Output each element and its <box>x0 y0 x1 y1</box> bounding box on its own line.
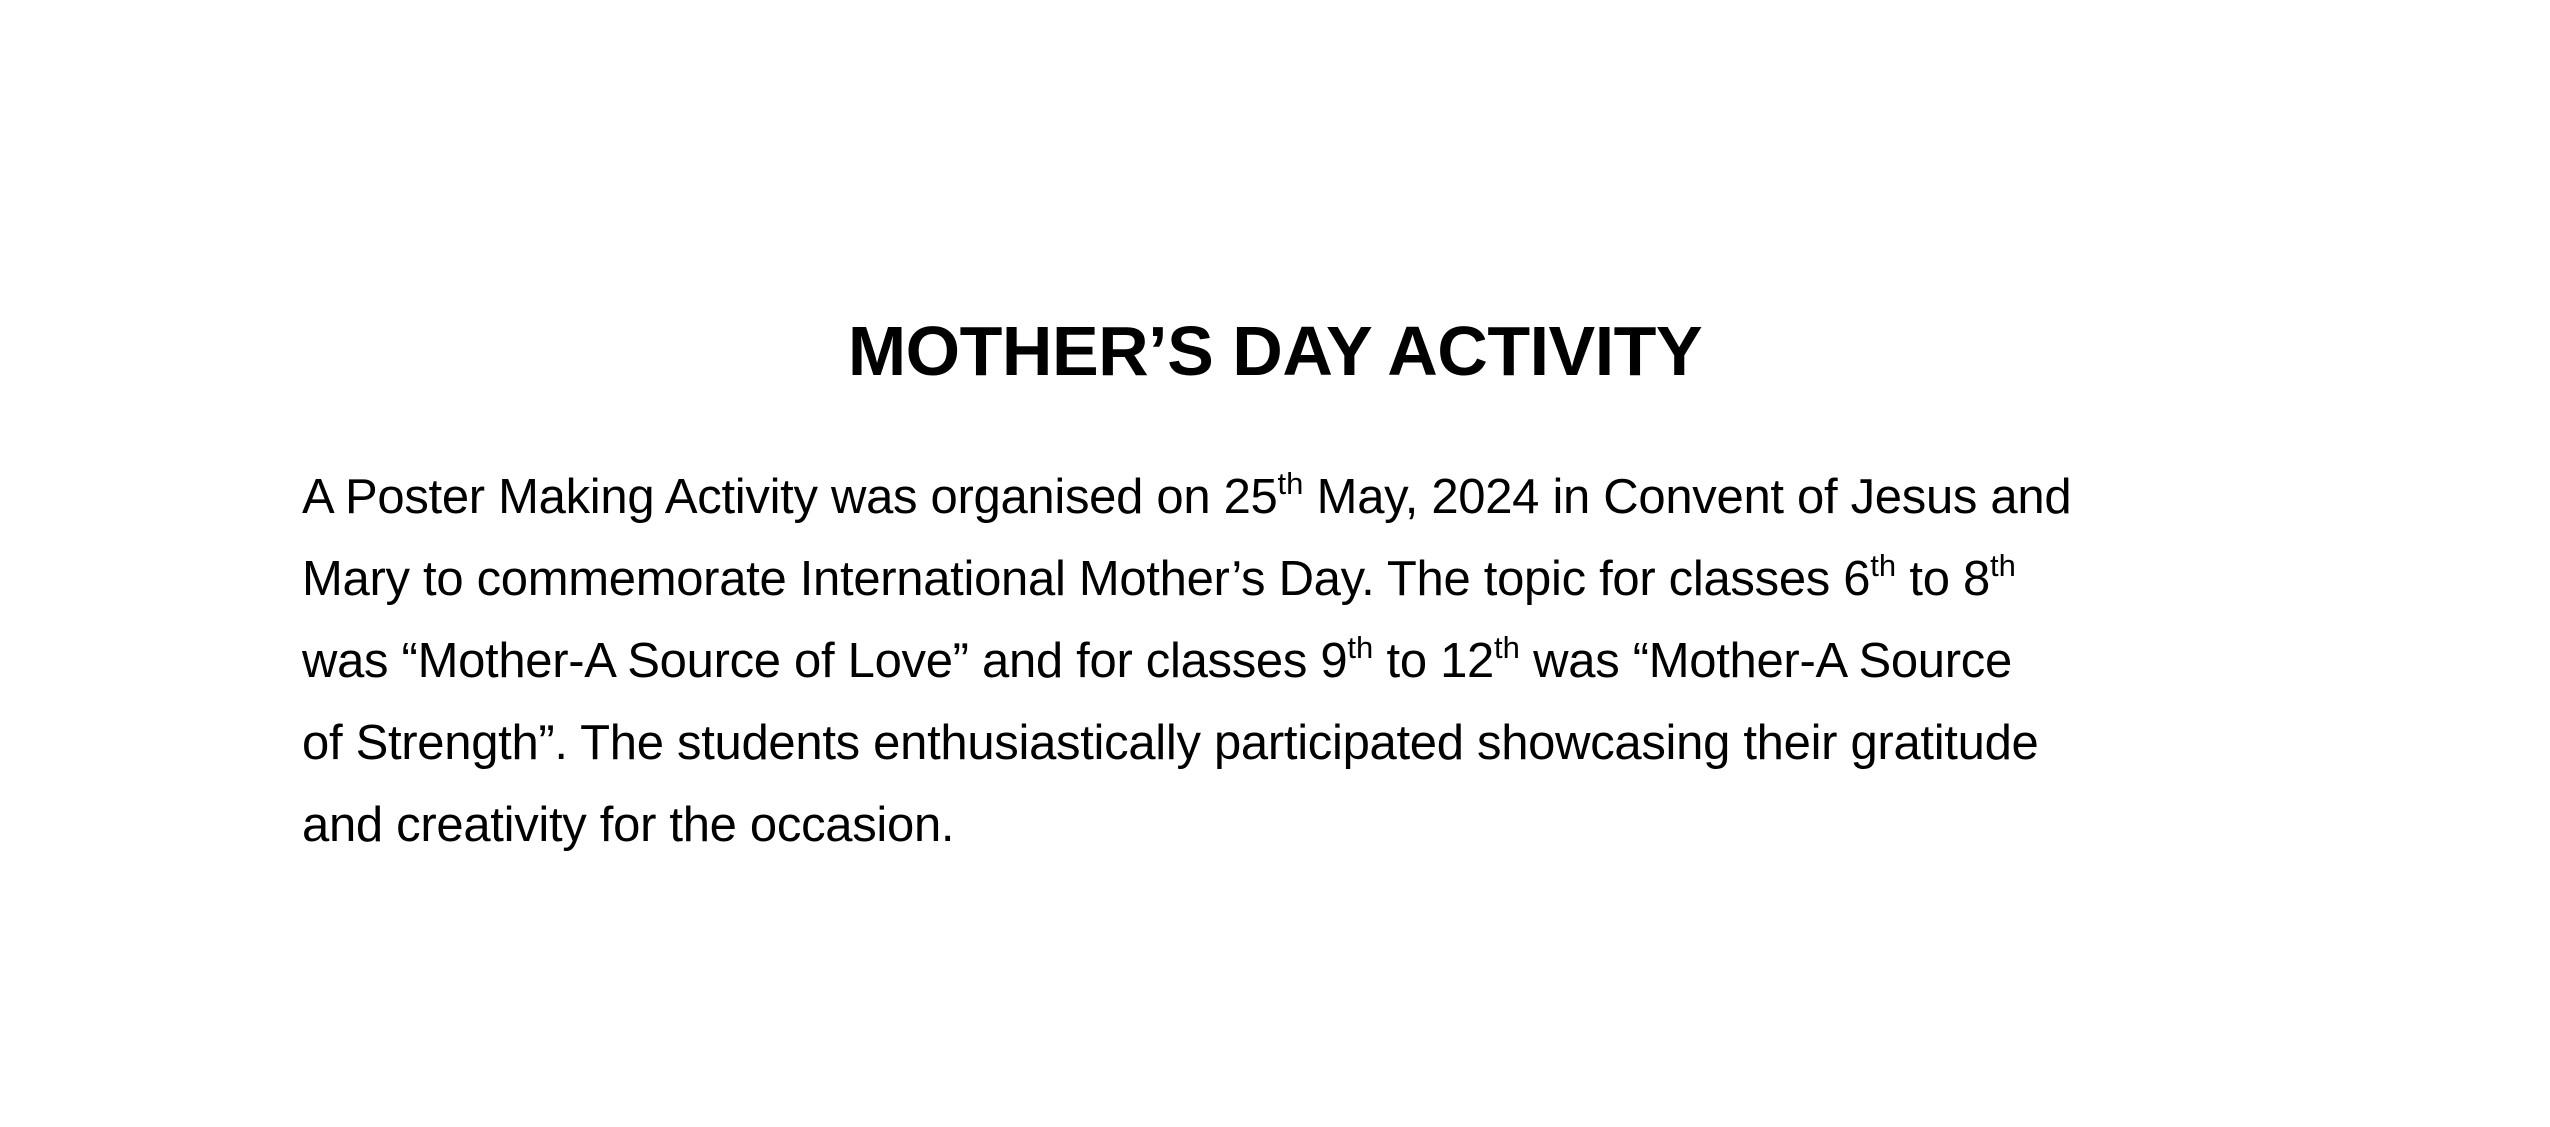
document-title: MOTHER’S DAY ACTIVITY <box>847 312 1703 390</box>
text-run: of Strength”. The students enthusiastically participated showcasing their gratitude <box>302 716 2039 770</box>
paragraph-line-2 <box>302 538 2272 620</box>
activity-paragraph <box>302 456 2272 866</box>
paragraph-line-3 <box>302 620 2272 702</box>
text-run: to 8 <box>1896 552 1990 606</box>
text-run: May, 2024 in Convent of Jesus and <box>1303 470 2072 524</box>
ordinal-superscript: th <box>1989 548 2016 583</box>
text-run: and creativity for the occasion. <box>302 798 955 852</box>
text-run: was “Mother-A Source <box>1519 634 2012 688</box>
text-run: was “Mother-A Source of Love” and for classes 9 <box>302 634 1348 688</box>
text-run: A Poster Making Activity was organised on 25 <box>302 470 1278 524</box>
ordinal-superscript: th <box>1277 466 1304 501</box>
ordinal-superscript: th <box>1347 630 1374 665</box>
ordinal-superscript: th <box>1494 630 1520 665</box>
paragraph-line-1 <box>302 456 2272 538</box>
text-run: Mary to commemorate International Mother’s Day. The topic for classes 6 <box>302 552 1871 606</box>
text-run: to 12 <box>1373 634 1494 688</box>
paragraph-line-4 <box>302 702 2272 784</box>
ordinal-superscript: th <box>1870 548 1897 583</box>
paragraph-line-5 <box>302 784 2272 866</box>
